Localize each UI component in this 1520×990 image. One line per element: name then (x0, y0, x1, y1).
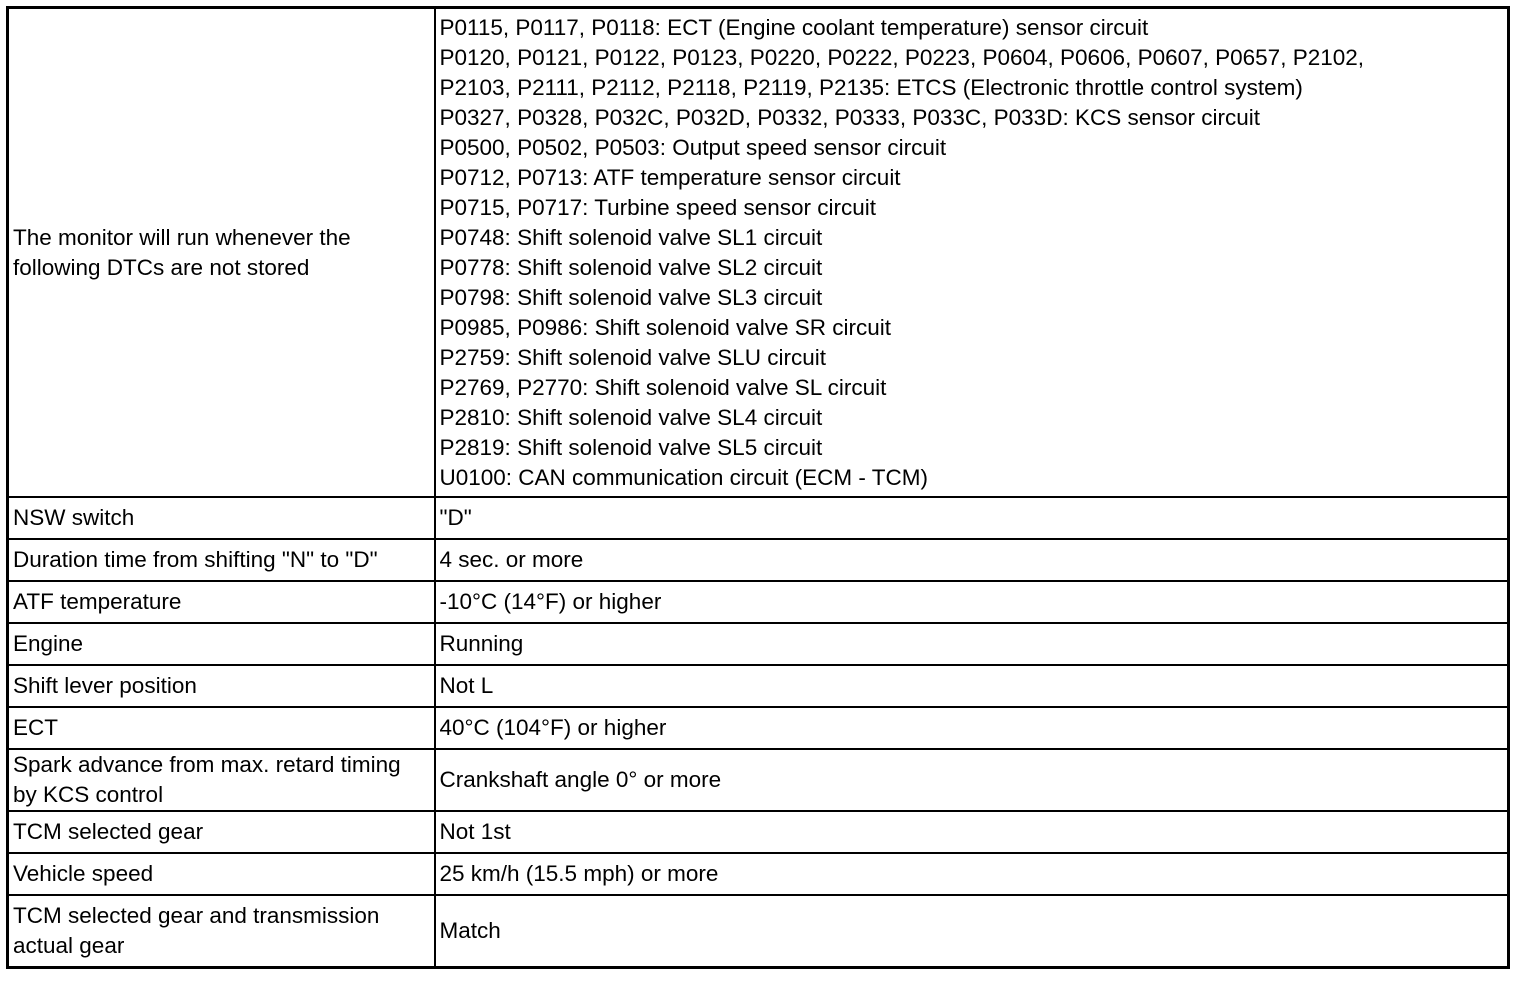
parameter-cell (8, 707, 435, 749)
parameter-cell (8, 581, 435, 623)
table-row (8, 539, 1509, 581)
condition-value: "D" (439, 505, 472, 530)
dtc-line: P0748: Shift solenoid valve SL1 circuit (439, 224, 823, 250)
parameter-cell (8, 623, 435, 665)
value-cell (435, 895, 1509, 968)
value-cell (435, 665, 1509, 707)
dtc-line: P0985, P0986: Shift solenoid valve SR circuit (439, 314, 892, 340)
parameter-label: The monitor will run whenever the following DTCs are not stored (13, 224, 351, 280)
parameter-label: NSW switch (13, 505, 135, 530)
parameter-label: Engine (13, 631, 84, 656)
value-cell (435, 853, 1509, 895)
dtc-line: P0715, P0717: Turbine speed sensor circuit (439, 194, 877, 220)
parameter-cell (8, 539, 435, 581)
table-row (8, 811, 1509, 853)
value-cell (435, 539, 1509, 581)
dtc-line: P0798: Shift solenoid valve SL3 circuit (439, 284, 823, 310)
parameter-cell (8, 895, 435, 968)
dtc-list-cell (435, 8, 1509, 498)
parameter-label: Spark advance from max. retard timing by KCS control (13, 752, 401, 807)
condition-value: 40°C (104°F) or higher (439, 715, 667, 740)
condition-value: Not L (439, 673, 494, 698)
dtc-line: P0778: Shift solenoid valve SL2 circuit (439, 254, 823, 280)
parameter-cell (8, 749, 435, 811)
dtc-line: P2819: Shift solenoid valve SL5 circuit (439, 434, 823, 460)
condition-value: Match (439, 918, 501, 943)
condition-value: -10°C (14°F) or higher (439, 589, 662, 614)
table-row (8, 749, 1509, 811)
parameter-label: Shift lever position (13, 673, 197, 698)
table-row (8, 581, 1509, 623)
dtc-line: P2769, P2770: Shift solenoid valve SL circuit (439, 374, 887, 400)
value-cell (435, 497, 1509, 539)
table-row (8, 853, 1509, 895)
table-row (8, 895, 1509, 968)
dtc-line: P0120, P0121, P0122, P0123, P0220, P0222, P0223, P0604, P0606, P0607, P0657, P2102, (439, 44, 1365, 70)
value-cell (435, 623, 1509, 665)
parameter-cell (8, 811, 435, 853)
table-row (8, 665, 1509, 707)
table-row-dtc-conditions (8, 8, 1509, 498)
condition-value: 25 km/h (15.5 mph) or more (439, 861, 719, 886)
dtc-line: P0712, P0713: ATF temperature sensor circuit (439, 164, 901, 190)
dtc-line: P0500, P0502, P0503: Output speed sensor circuit (439, 134, 947, 160)
parameter-label: TCM selected gear and transmission actual gear (13, 903, 380, 958)
dtc-line: U0100: CAN communication circuit (ECM - TCM) (439, 464, 928, 490)
value-cell (435, 707, 1509, 749)
table-row (8, 707, 1509, 749)
dtc-line: P2103, P2111, P2112, P2118, P2119, P2135: ETCS (Electronic throttle control system) (439, 74, 1303, 100)
parameter-label: Duration time from shifting "N" to "D" (13, 547, 378, 572)
dtc-line: P0327, P0328, P032C, P032D, P0332, P0333, P033C, P033D: KCS sensor circuit (439, 104, 1261, 130)
parameter-label: Vehicle speed (13, 861, 154, 886)
parameter-cell (8, 497, 435, 539)
value-cell (435, 811, 1509, 853)
parameter-label: TCM selected gear (13, 819, 204, 844)
condition-value: 4 sec. or more (439, 547, 584, 572)
condition-value: Not 1st (439, 819, 511, 844)
condition-value: Crankshaft angle 0° or more (439, 767, 722, 792)
table-row (8, 497, 1509, 539)
parameter-cell (8, 8, 435, 498)
parameter-cell (8, 665, 435, 707)
parameter-cell (8, 853, 435, 895)
parameter-label: ATF temperature (13, 589, 182, 614)
condition-value: Running (439, 631, 524, 656)
dtc-line: P2759: Shift solenoid valve SLU circuit (439, 344, 826, 370)
value-cell (435, 581, 1509, 623)
table-row (8, 623, 1509, 665)
dtc-line: P2810: Shift solenoid valve SL4 circuit (439, 404, 823, 430)
parameter-label: ECT (13, 715, 58, 740)
value-cell (435, 749, 1509, 811)
monitor-conditions-table (6, 6, 1510, 969)
dtc-line: P0115, P0117, P0118: ECT (Engine coolant temperature) sensor circuit (439, 14, 1149, 40)
